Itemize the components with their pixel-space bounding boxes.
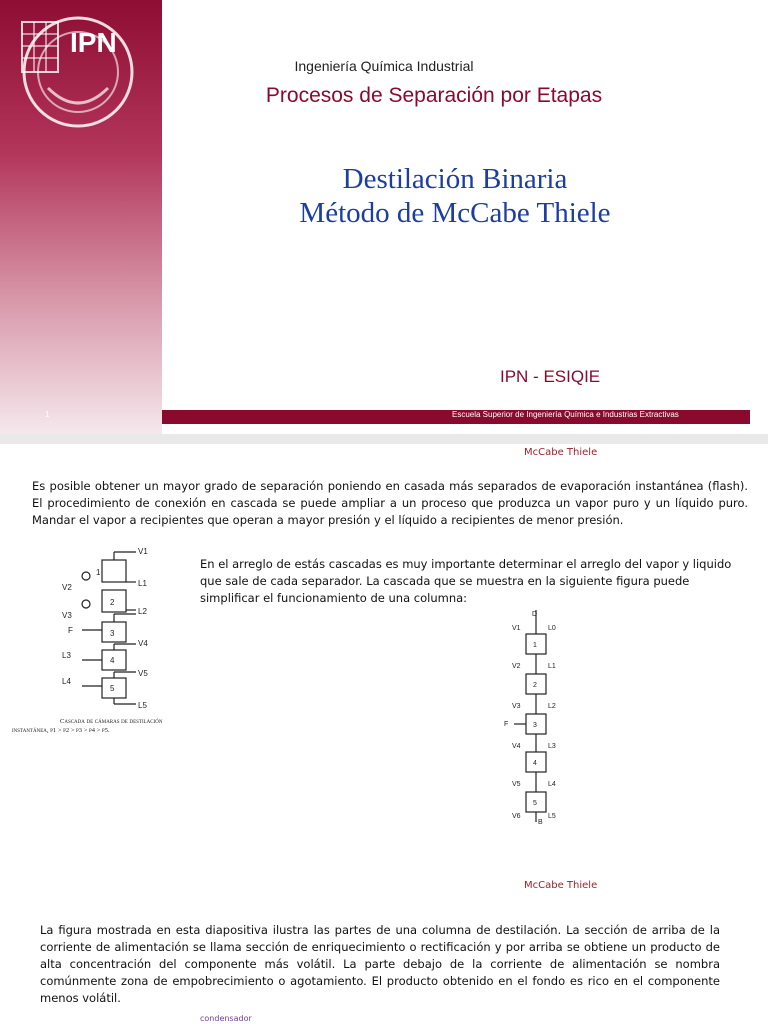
- col-l5-label: L5: [548, 813, 556, 820]
- flash-cascade-diagram: [60, 546, 170, 716]
- col-stage-3-label: 3: [533, 722, 537, 729]
- course-name: Ingeniería Química Industrial: [294, 58, 474, 74]
- l1-label: L1: [138, 579, 147, 588]
- stage-1-label: 1: [96, 568, 101, 577]
- col-v5-label: V5: [512, 781, 521, 788]
- slide2-side-text: En el arreglo de estás cascadas es muy importante determinar el arreglo del vapor y liquido que sale de cada separador. La cascada que se muestra en la siguiente figura puede simplificar el funcionamiento de una columna:: [200, 557, 732, 605]
- school-name: Escuela Superior de Ingeniería Química e Industrias Extractivas: [452, 410, 679, 419]
- d-label: D: [532, 611, 538, 618]
- v5-label: V5: [138, 669, 148, 678]
- col-l1-label: L1: [548, 663, 556, 670]
- diagram-caption-2: instantánea, p1 > p2 > p3 > p4 > p5.: [12, 727, 110, 734]
- col-l0-label: L0: [548, 625, 556, 632]
- l4-label: L4: [62, 677, 71, 686]
- slide2-paragraph: Es posible obtener un mayor grado de separación poniendo en casada más separados de evaporación instantánea (flash). El procedimiento de conexión en cascada se puede ampliar a un proceso que produzca un vapor puro y un líquido puro. Mandar el vapor a recipientes que operan a mayor presión y el líquido a recipientes de menor presión.: [32, 479, 748, 527]
- v1-label: V1: [138, 547, 148, 556]
- diagram-caption-1: Cascada de cámaras de destilación: [60, 718, 163, 725]
- slide3-header: McCabe Thiele: [524, 880, 598, 891]
- l3-label: L3: [62, 651, 71, 660]
- title-line-1: Destilación Binaria: [342, 163, 568, 195]
- v3-label: V3: [62, 611, 72, 620]
- col-v1-label: V1: [512, 625, 521, 632]
- f-label: F: [68, 626, 73, 635]
- col-v4-label: V4: [512, 743, 521, 750]
- col-stage-4-label: 4: [533, 760, 537, 767]
- condenser-label: condensador: [200, 1014, 252, 1023]
- column-cascade-diagram: [498, 608, 578, 824]
- stage-3-label: 3: [110, 629, 115, 638]
- b-label: B: [538, 819, 543, 824]
- col-stage-5-label: 5: [533, 800, 537, 807]
- col-f-label: F: [504, 721, 509, 728]
- col-stage-1-label: 1: [533, 642, 537, 649]
- institution-label: IPN - ESIQIE: [500, 367, 601, 386]
- v2-label: V2: [62, 583, 72, 592]
- col-l2-label: L2: [548, 703, 556, 710]
- v4-label: V4: [138, 639, 148, 648]
- stage-4-label: 4: [110, 656, 115, 665]
- slide3-paragraph: La figura mostrada en esta diapositiva ilustra las partes de una columna de destilación. La sección de arriba de la corriente de alimentación se llama sección de enriquecimiento o rectificación y por arriba se obtiene un producto de alta concentración del componente más volátil. La parte debajo de la corriente de alimentación se nombra comúnmente zona de empobrecimiento o agotamiento. El producto obtenido en el fondo es rico en el componente menos volátil.: [40, 923, 720, 1005]
- col-v6-label: V6: [512, 813, 521, 820]
- slide-separator: [0, 434, 768, 444]
- slide2-header: McCabe Thiele: [524, 447, 598, 458]
- logo-text: IPN: [70, 27, 117, 58]
- title-line-2: Método de McCabe Thiele: [299, 197, 611, 229]
- col-l3-label: L3: [548, 743, 556, 750]
- l5-label: L5: [138, 701, 147, 710]
- stage-2-label: 2: [110, 598, 115, 607]
- stage-5-label: 5: [110, 684, 115, 693]
- subject-name: Procesos de Separación por Etapas: [265, 84, 603, 107]
- col-v2-label: V2: [512, 663, 521, 670]
- title-slide: [0, 0, 768, 434]
- col-l4-label: L4: [548, 781, 556, 788]
- col-v3-label: V3: [512, 703, 521, 710]
- page-number: 1: [45, 410, 50, 419]
- l2-label: L2: [138, 607, 147, 616]
- col-stage-2-label: 2: [533, 682, 537, 689]
